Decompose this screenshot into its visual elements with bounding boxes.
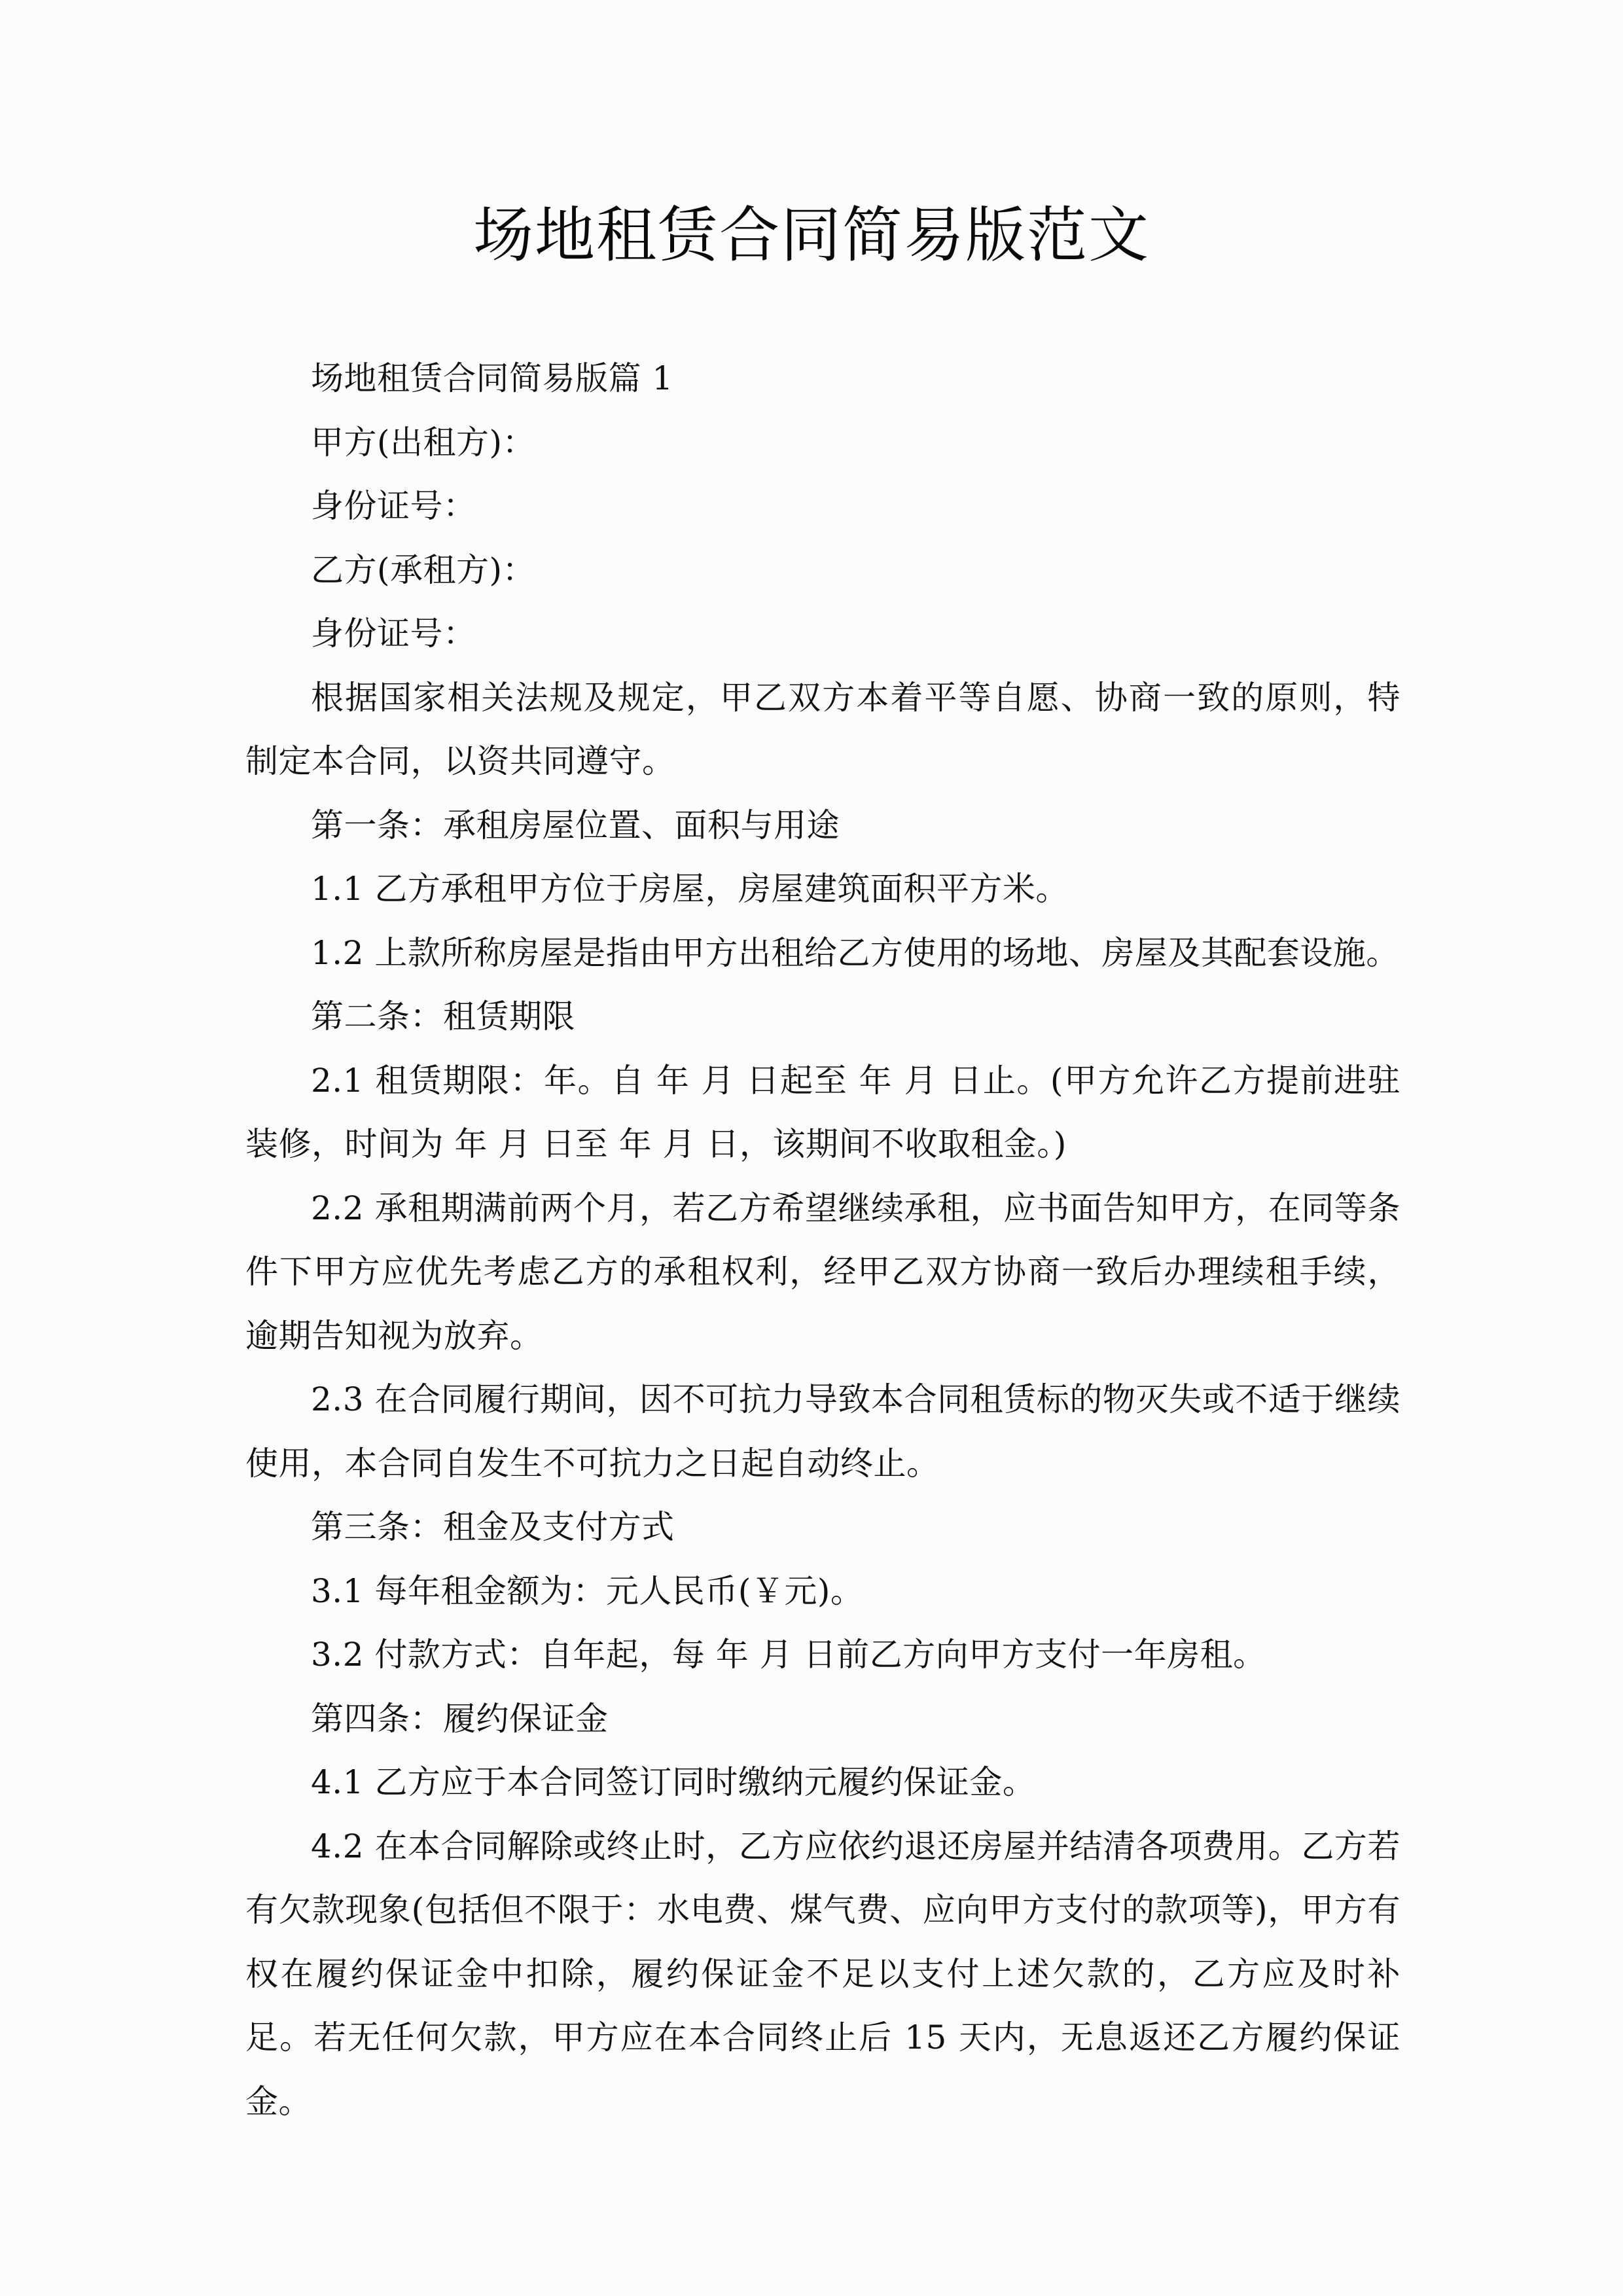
preamble-paragraph: 根据国家相关法规及规定，甲乙双方本着平等自愿、协商一致的原则，特制定本合同，以资共同遵守。 bbox=[245, 678, 1400, 780]
clause-4-2: 4.2 在本合同解除或终止时，乙方应依约退还房屋并结清各项费用。乙方若有欠款现象(包括但不限于：水电费、煤气费、应向甲方支付的款项等)，甲方有权在履约保证金中扣除，履约保证金不足以支付上述欠款的，乙方应及时补足。若无任何欠款，甲方应在本合同终止后 15 天内，无息返还乙方履约保证金。 bbox=[245, 1827, 1400, 2121]
article-1-heading: 第一条：承租房屋位置、面积与用途 bbox=[311, 806, 840, 844]
clause-4-1: 4.1 乙方应于本合同签订同时缴纳元履约保证金。 bbox=[311, 1763, 1036, 1801]
clause-2-1: 2.1 租赁期限：年。自 年 月 日起至 年 月 日止。(甲方允许乙方提前进驻装修，时间为 年 月 日至 年 月 日，该期间不收取租金。) bbox=[245, 1061, 1400, 1163]
party-a-id-label: 身份证号： bbox=[311, 487, 476, 525]
article-2-heading: 第二条：租赁期限 bbox=[311, 997, 575, 1035]
clause-1-2: 1.2 上款所称房屋是指由甲方出租给乙方使用的场地、房屋及其配套设施。 bbox=[311, 933, 1399, 972]
section-heading-part1: 场地租赁合同简易版篇 1 bbox=[311, 359, 673, 397]
article-3-heading: 第三条：租金及支付方式 bbox=[311, 1508, 675, 1546]
clause-1-1: 1.1 乙方承租甲方位于房屋，房屋建筑面积平方米。 bbox=[311, 870, 1069, 908]
document-body bbox=[245, 347, 1400, 2134]
clause-3-2: 3.2 付款方式：自年起，每 年 月 日前乙方向甲方支付一年房租。 bbox=[311, 1636, 1266, 1674]
document-title: 场地租赁合同简易版范文 bbox=[473, 200, 1150, 270]
party-b-id-label: 身份证号： bbox=[311, 615, 476, 653]
party-b-label: 乙方(承租方)： bbox=[311, 550, 536, 589]
clause-2-3: 2.3 在合同履行期间，因不可抗力导致本合同租赁标的物灭失或不适于继续使用，本合同自发生不可抗力之日起自动终止。 bbox=[245, 1380, 1400, 1482]
article-4-heading: 第四条：履约保证金 bbox=[311, 1699, 609, 1738]
clause-2-2: 2.2 承租期满前两个月，若乙方希望继续承租，应书面告知甲方，在同等条件下甲方应优先考虑乙方的承租权利，经甲乙双方协商一致后办理续租手续，逾期告知视为放弃。 bbox=[245, 1189, 1400, 1355]
party-a-label: 甲方(出租方)： bbox=[311, 423, 536, 461]
clause-3-1: 3.1 每年租金额为：元人民币(￥元)。 bbox=[311, 1571, 864, 1610]
